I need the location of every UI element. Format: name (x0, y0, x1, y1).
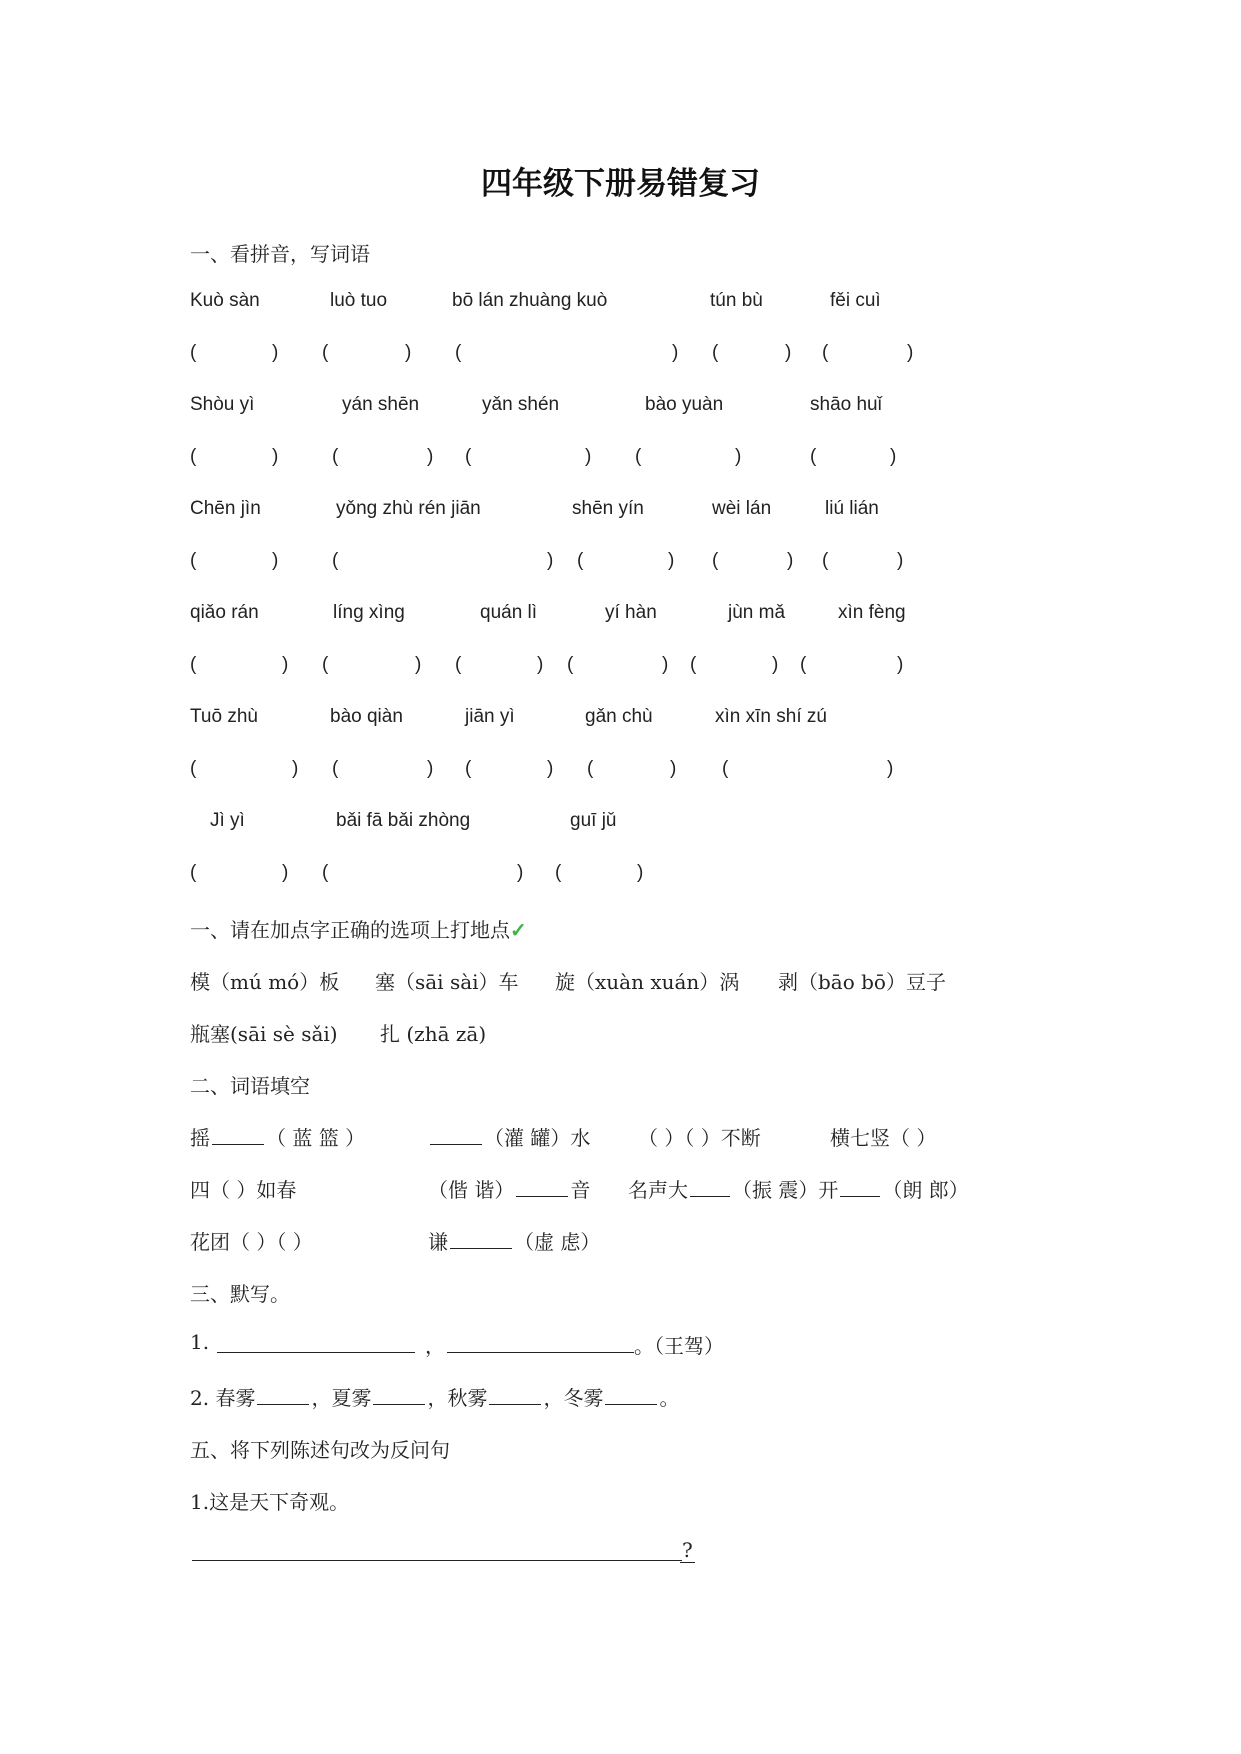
answer-blank[interactable] (605, 1384, 657, 1405)
fill-in-item: 花团（ ）（ ） (190, 1230, 313, 1254)
answer-blank[interactable] (212, 1124, 264, 1145)
section-heading-text: 一、请在加点字正确的选项上打地点 (190, 918, 510, 942)
answer-blank[interactable] (430, 1124, 482, 1145)
pinyin-word: yǒng zhù rén jiān (336, 498, 481, 519)
fill-in-item: （偕 谐） 音 (428, 1178, 591, 1202)
pinyin-word: yǎn shén (482, 394, 560, 415)
pinyin-word: guī jǔ (570, 810, 617, 831)
pinyin-word: qiǎo rán (190, 602, 259, 623)
poem-author: 。（王驾） (634, 1334, 724, 1358)
answer-blank[interactable] (489, 1384, 541, 1405)
pinyin-word: Chēn jìn (190, 498, 261, 519)
pinyin-word: xìn xīn shí zú (715, 706, 827, 727)
pinyin-word: wèi lán (712, 498, 772, 519)
pronunciation-item: 塞（sāi sài）车 (375, 970, 519, 994)
pinyin-word: yí hàn (605, 602, 657, 623)
fill-in-item: 谦 （虚 虑） (428, 1230, 601, 1254)
section-heading-fill-in: 二、词语填空 (190, 1074, 310, 1098)
fill-in-item: （ ）（ ）不断 (638, 1126, 761, 1150)
fill-in-item: 四（ ）如春 (190, 1178, 297, 1202)
pinyin-word: jùn mǎ (728, 602, 786, 623)
comma-text: ， (425, 1334, 445, 1358)
section-heading-rhetorical: 五、将下列陈述句改为反问句 (190, 1438, 450, 1462)
pronunciation-item: 剥（bāo bō）豆子 (778, 970, 946, 994)
answer-blank[interactable] (217, 1332, 415, 1353)
pinyin-word: luò tuo (330, 290, 388, 311)
section-heading-dictation: 三、默写。 (190, 1282, 290, 1306)
question-number: 2. (190, 1386, 210, 1410)
fill-in-item: 横七竖（ ） (830, 1126, 937, 1150)
answer-blank[interactable] (192, 1540, 682, 1561)
pinyin-word: líng xìng (333, 602, 405, 623)
pinyin-word: bào qiàn (330, 706, 403, 727)
fill-in-item: （灌 罐）水 (428, 1122, 590, 1151)
answer-blank[interactable] (516, 1176, 568, 1197)
section-heading-pinyin: 一、看拼音，写词语 (190, 242, 370, 266)
pinyin-word: bǎi fā bǎi zhòng (336, 810, 471, 831)
pinyin-word: Kuò sàn (190, 290, 260, 311)
pronunciation-item: 旋（xuàn xuán）涡 (555, 970, 740, 994)
pinyin-word: xìn fèng (838, 602, 906, 623)
fill-in-item: 摇 （ 蓝 篮 ） (190, 1126, 366, 1150)
answer-blank[interactable] (450, 1228, 512, 1249)
checkmark-icon: ✓ (510, 918, 527, 942)
pinyin-word: tún bù (710, 290, 763, 311)
pinyin-word: Tuō zhù (190, 706, 258, 727)
answer-blank[interactable] (447, 1332, 634, 1353)
pinyin-word: shēn yín (572, 498, 644, 519)
pinyin-word: bào yuàn (645, 394, 724, 415)
pinyin-word: yán shēn (342, 394, 420, 415)
pinyin-word: bō lán zhuàng kuò (452, 290, 608, 311)
pinyin-word: jiān yì (465, 706, 515, 727)
pronunciation-item: 模（mú mó）板 (190, 970, 340, 994)
section-heading-pronunciation (190, 914, 527, 944)
pinyin-word: Shòu yì (190, 394, 255, 415)
pinyin-word: Jì yì (210, 810, 245, 831)
answer-blank[interactable] (373, 1384, 425, 1405)
pronunciation-item: 瓶塞(sāi sè sǎi) (190, 1022, 338, 1046)
pronunciation-item: 扎 (zhā zā) (380, 1022, 487, 1046)
fill-in-item: 名声大 （振 震）开 （朗 郎） (628, 1178, 969, 1202)
pinyin-word: gǎn chù (585, 706, 653, 727)
rhetorical-question: 1.这是天下奇观。 (190, 1490, 350, 1514)
pinyin-word: shāo huǐ (810, 394, 882, 415)
answer-blank[interactable] (690, 1176, 730, 1197)
dictation-line: 2. 春雾 ，夏雾 ，秋雾 ，冬雾 。 (190, 1386, 680, 1410)
page-title: 四年级下册易错复习 (481, 166, 760, 202)
worksheet-page: 四年级下册易错复习 一、看拼音，写词语 Kuò sàn luò tuo bō lán zhuàng kuò tún bù fěi cuì ( ) ( ) ( ) ( ) ( ) Shòu yì yán shēn yǎn shén bào yuàn shāo huǐ ( ) ( ) ( ) ( ) ( ) Chēn jìn yǒng zhù rén jiān shēn yín wèi lán liú lián ( ) ( ) ( ) ( ) ( ) qiǎo rán líng xìng quán lì yí hàn jùn mǎ xìn fèng ( ) ( ) ( ) ( ) ( ) ( ) Tuō zhù bào qiàn jiān yì gǎn chù xìn xīn shí zú ( ) ( ) ( ) ( ) ( ) Jì yì bǎi fā bǎi zhòng guī jǔ ( ) ( ) ( ) 一、请在加点字正确的选项上打地点✓ 模（mú mó）板 塞（sāi sài）车 旋（xuàn xuán）涡 剥（bāo bō）豆子 瓶塞(sāi sè sǎi) 扎 (zhā zā) 二、词语填空 摇 （ 蓝 篮 ） （灌 罐）水 （ ）（ ）不断 横七竖（ ） 四（ ）如春 （偕 谐） 音 名声大 （振 震）开 （朗 郎） 花团（ ）（ ） 谦 （虚 虑） 三、默写。 1. ， 。（王驾） 2. 春雾 ，夏雾 ，秋雾 ，冬雾 。 五、将下列陈述句改为反问句 1.这是天下奇观。 ? (0, 0, 1241, 1754)
answer-blank[interactable] (257, 1384, 309, 1405)
answer-blank[interactable] (840, 1176, 880, 1197)
question-mark: ? (682, 1538, 693, 1562)
question-number: 1. (190, 1330, 210, 1354)
pinyin-word: liú lián (825, 498, 879, 519)
pinyin-word: fěi cuì (830, 290, 881, 311)
pinyin-word: quán lì (480, 602, 538, 623)
